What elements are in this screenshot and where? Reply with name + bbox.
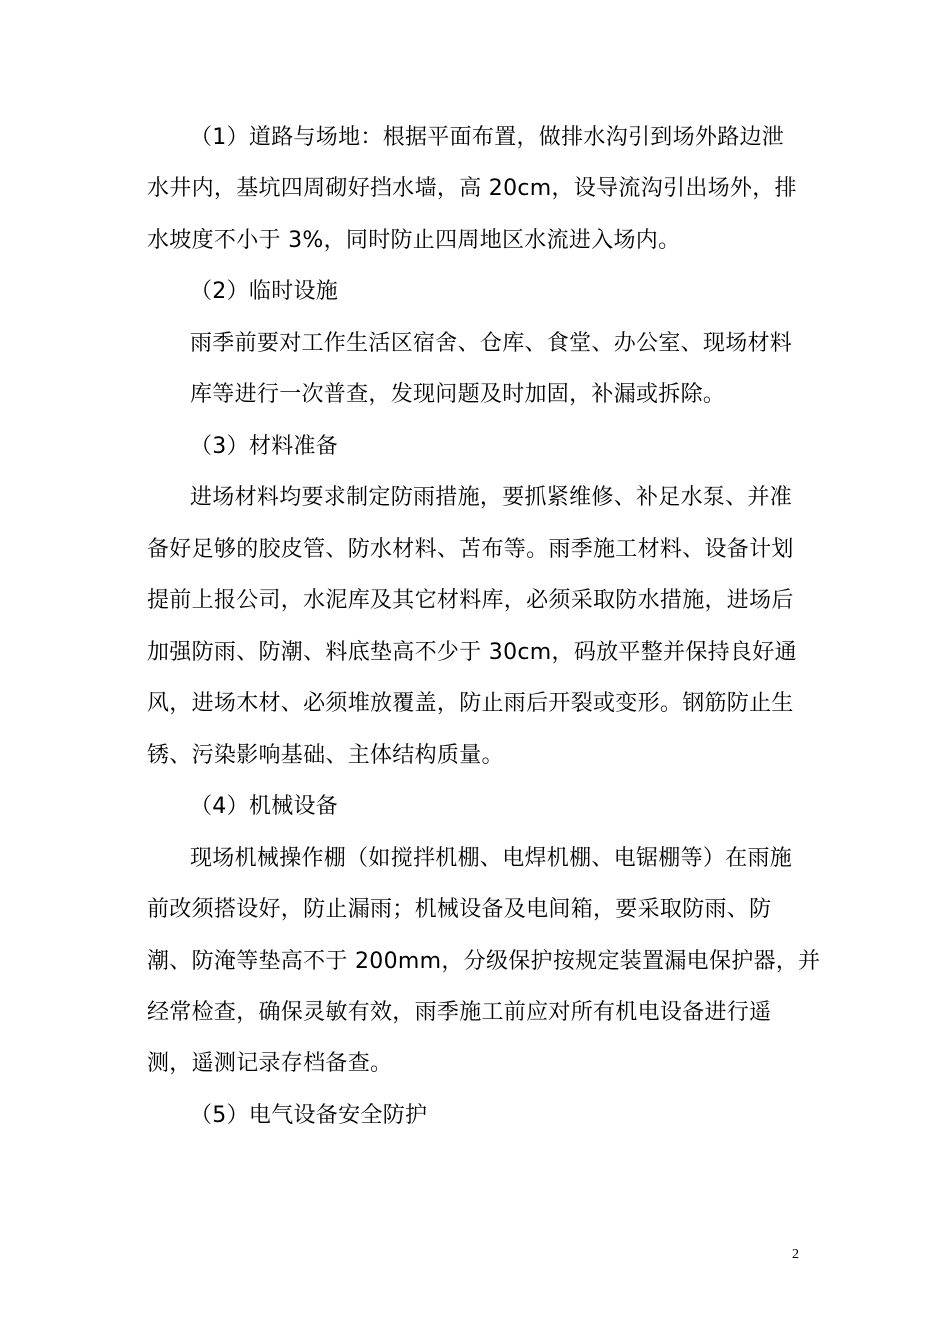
paragraph-line: 雨季前要对工作生活区宿舍、仓库、食堂、办公室、现场材料: [190, 331, 793, 356]
paragraph-line: 进场材料均要求制定防雨措施，要抓紧维修、补足水泵、并准: [190, 485, 793, 510]
section-heading-material-preparation: （3）材料准备: [190, 434, 339, 459]
paragraph-line: 现场机械操作棚（如搅拌机棚、电焊机棚、电锯棚等）在雨施: [190, 846, 793, 871]
section-heading-roads-and-site: （1）道路与场地：根据平面布置，做排水沟引到场外路边泄: [190, 125, 785, 150]
paragraph-line: 锈、污染影响基础、主体结构质量。: [147, 743, 504, 768]
section-heading-electrical-safety: （5）电气设备安全防护: [190, 1103, 428, 1128]
paragraph-line: 经常检查，确保灵敏有效，雨季施工前应对所有机电设备进行遥: [147, 1000, 772, 1025]
paragraph-line: 加强防雨、防潮、料底垫高不少于 30cm，码放平整并保持良好通: [147, 640, 797, 665]
section-heading-temporary-facilities: （2）临时设施: [190, 279, 339, 304]
paragraph-line: 前改须搭设好，防止漏雨；机械设备及电间箱，要采取防雨、防: [147, 897, 772, 922]
page-number: 2: [792, 1247, 799, 1262]
paragraph-line: 水井内，基坑四周砌好挡水墙，高 20cm，设导流沟引出场外，排: [147, 176, 797, 201]
paragraph-line: 提前上报公司，水泥库及其它材料库，必须采取防水措施，进场后: [147, 588, 794, 613]
paragraph-line: 风，进场木材、必须堆放覆盖，防止雨后开裂或变形。钢筋防止生: [147, 691, 794, 716]
paragraph-line: 库等进行一次普查，发现问题及时加固，补漏或拆除。: [190, 382, 726, 407]
paragraph-line: 水坡度不小于 3%，同时防止四周地区水流进入场内。: [147, 228, 681, 253]
section-heading-mechanical-equipment: （4）机械设备: [190, 794, 339, 819]
paragraph-line: 潮、防淹等垫高不于 200mm，分级保护按规定装置漏电保护器，并: [147, 949, 821, 974]
paragraph-line: 测，遥测记录存档备查。: [147, 1051, 393, 1076]
paragraph-line: 备好足够的胶皮管、防水材料、苫布等。雨季施工材料、设备计划: [147, 537, 794, 562]
